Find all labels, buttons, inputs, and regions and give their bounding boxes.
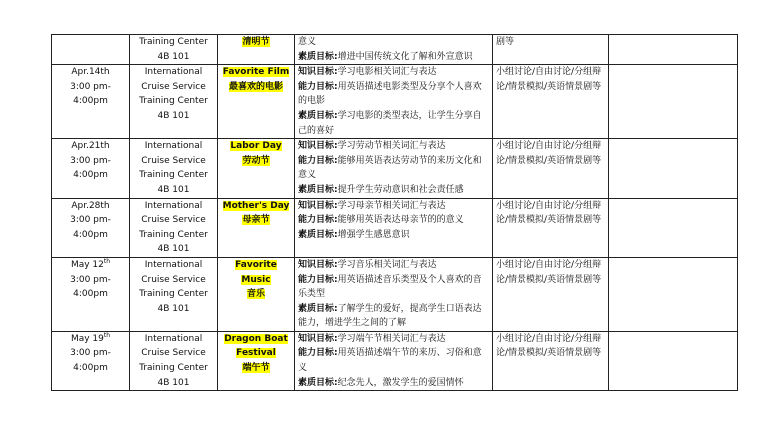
goals-cell — [295, 331, 493, 390]
location-line: 4B 101 — [157, 184, 190, 195]
goal-label: 知识目标: — [298, 67, 338, 78]
location-cell — [130, 257, 218, 331]
location-line: International — [144, 200, 203, 211]
goal-text: 纪念先人，激发学生的爱国情怀 — [337, 377, 464, 388]
goal-text: 学习劳动节相关词汇与表达 — [337, 141, 446, 152]
knowledge-goal — [298, 332, 489, 347]
empty-cell — [609, 331, 738, 390]
topic-zh: 端午节 — [242, 363, 270, 374]
location-line: International — [144, 67, 203, 78]
goal-text: 用英语描述端午节的来历、习俗和意义 — [298, 348, 482, 374]
goal-label: 能力目标: — [298, 348, 338, 359]
goal-label: 能力目标: — [298, 81, 338, 92]
topic-cell — [218, 35, 295, 65]
goal-text: 用英语描述音乐类型及个人喜欢的音乐类型 — [298, 274, 482, 300]
location-line: Training Center — [139, 170, 208, 181]
location-line: Cruise Service — [141, 348, 206, 359]
location-cell — [130, 198, 218, 257]
method-cell: 小组讨论/自由讨论/分组辩论/情景模拟/英语情景剧等 — [493, 139, 609, 198]
location-line: Training Center — [139, 96, 208, 107]
time-text: 3:00 pm-4:00pm — [70, 81, 111, 107]
date-suffix: th — [103, 257, 111, 265]
goal-text: 学习音乐相关词汇与表达 — [337, 259, 437, 270]
location-line: Training Center — [139, 37, 208, 47]
goal-text: 用英语描述电影类型及分享个人喜欢的电影 — [298, 81, 482, 107]
empty-cell — [609, 257, 738, 331]
topic-zh-line — [221, 287, 291, 302]
method-cell: 小组讨论/自由讨论/分组辩论/情景模拟/英语情景剧等 — [493, 331, 609, 390]
quality-goal — [298, 302, 489, 331]
time-text: 3:00 pm-4:00pm — [70, 215, 111, 240]
topic-zh: 清明节 — [242, 37, 270, 47]
topic-zh-line — [221, 361, 291, 376]
goal-text: 学习端午节相关词汇与表达 — [337, 333, 446, 344]
date-cell — [52, 35, 130, 65]
topic-en: Favorite Music — [235, 259, 277, 285]
quality-goal — [298, 50, 489, 65]
topic-en: Dragon Boat — [224, 333, 288, 344]
goal-text: 能够用英语表达母亲节的的意义 — [337, 215, 464, 226]
ability-goal — [298, 154, 489, 183]
method-cell: 小组讨论/自由讨论/分组辩论/情景模拟/英语情景剧等 — [493, 257, 609, 331]
time-text: 3:00 pm-4:00pm — [70, 348, 111, 374]
topic-zh-line — [221, 35, 291, 50]
date-text: Apr.14th — [71, 67, 110, 78]
table-row — [52, 65, 738, 139]
goal-text: 提升学生劳动意识和社会责任感 — [337, 184, 464, 195]
goal-text: 学习母亲节相关词汇与表达 — [337, 200, 446, 211]
empty-cell — [609, 35, 738, 65]
topic-zh: 最喜欢的电影 — [228, 81, 283, 92]
topic-en-line — [221, 139, 291, 154]
knowledge-goal — [298, 139, 489, 154]
topic-zh-line — [221, 154, 291, 169]
topic-en: Labor Day — [230, 141, 282, 152]
goals-cell — [295, 65, 493, 139]
date-text: Apr.21th — [71, 141, 110, 152]
topic-zh-line — [221, 213, 291, 228]
date-text: May 12th — [70, 257, 111, 270]
goals-cell — [295, 139, 493, 198]
goal-label: 能力目标: — [298, 274, 338, 285]
topic-en: Mother's Day — [222, 200, 290, 211]
location-line: 4B 101 — [157, 377, 190, 388]
goal-label: 素质目标: — [298, 51, 338, 62]
ability-goal — [298, 213, 489, 228]
topic-zh: 母亲节 — [242, 215, 270, 226]
empty-cell — [609, 65, 738, 139]
table-row — [52, 257, 738, 331]
topic-en-line — [221, 199, 291, 214]
goal-label: 素质目标: — [298, 303, 338, 314]
date-cell — [52, 257, 130, 331]
time-text: 3:00 pm-4:00pm — [70, 274, 111, 300]
location-cell — [130, 139, 218, 198]
goal-label: 素质目标: — [298, 110, 338, 121]
goal-label: 能力目标: — [298, 155, 338, 166]
location-cell — [130, 65, 218, 139]
topic-en: Favorite Film — [222, 67, 290, 78]
date-cell — [52, 139, 130, 198]
topic-en-line — [221, 258, 291, 287]
date-cell — [52, 331, 130, 390]
date-suffix: th — [103, 331, 111, 339]
goal-label: 素质目标: — [298, 229, 338, 240]
goal-text: 学习电影相关词汇与表达 — [337, 67, 437, 78]
date-cell — [52, 65, 130, 139]
quality-goal — [298, 109, 489, 138]
goal-text: 学习电影的类型表达，让学生分享自己的喜好 — [298, 110, 482, 136]
location-cell — [130, 35, 218, 65]
topic-zh: 劳动节 — [242, 155, 270, 166]
goal-text: 增进中国传统文化了解和外宣意识 — [337, 51, 473, 62]
location-line: International — [144, 259, 203, 270]
knowledge-goal — [298, 199, 489, 214]
goal-label: 知识目标: — [298, 141, 338, 152]
goal-text: 了解学生的爱好，提高学生口语表达能力，增进学生之间的了解 — [298, 303, 482, 329]
location-line: 4B 101 — [157, 110, 190, 121]
table-row — [52, 35, 738, 65]
table-row — [52, 198, 738, 257]
goal-continuation: 意义 — [298, 37, 317, 47]
location-line: Cruise Service — [141, 81, 206, 92]
topic-zh: 音乐 — [246, 289, 265, 300]
ability-goal — [298, 346, 489, 375]
location-line: Cruise Service — [141, 215, 206, 226]
topic-cell — [218, 257, 295, 331]
method-cell: 剧等 — [493, 35, 609, 65]
method-cell: 小组讨论/自由讨论/分组辩论/情景模拟/英语情景剧等 — [493, 198, 609, 257]
location-line: International — [144, 141, 203, 152]
location-line: Training Center — [139, 363, 208, 374]
goals-cell — [295, 35, 493, 65]
topic-en-line — [221, 65, 291, 80]
quality-goal — [298, 376, 489, 391]
quality-goal — [298, 228, 489, 243]
location-line: 4B 101 — [157, 51, 190, 62]
location-line: International — [144, 333, 203, 344]
method-cell: 小组讨论/自由讨论/分组辩论/情景模拟/英语情景剧等 — [493, 65, 609, 139]
topic-cell — [218, 65, 295, 139]
schedule-table — [51, 34, 738, 391]
goal-text: 能够用英语表达劳动节的来历文化和意义 — [298, 155, 482, 181]
topic-en-line — [221, 332, 291, 347]
date-cell — [52, 198, 130, 257]
topic-en-line — [221, 346, 291, 361]
goal-label: 知识目标: — [298, 333, 338, 344]
time-text: 3:00 pm-4:00pm — [70, 155, 111, 181]
goal-label: 知识目标: — [298, 259, 338, 270]
goal-text: 增强学生感恩意识 — [337, 229, 410, 240]
goal-label: 知识目标: — [298, 200, 338, 211]
date-text: Apr.28th — [71, 200, 110, 211]
location-line: Cruise Service — [141, 274, 206, 285]
topic-cell — [218, 139, 295, 198]
location-line: Training Center — [139, 289, 208, 300]
topic-cell — [218, 331, 295, 390]
date-text: May 19th — [70, 331, 111, 344]
location-line: Training Center — [139, 229, 208, 240]
location-cell — [130, 331, 218, 390]
location-line: 4B 101 — [157, 303, 190, 314]
goals-cell — [295, 198, 493, 257]
ability-goal — [298, 273, 489, 302]
goal-label: 能力目标: — [298, 215, 338, 226]
location-line: 4B 101 — [157, 244, 190, 255]
goal-label: 素质目标: — [298, 377, 338, 388]
topic-en: Festival — [236, 348, 276, 359]
empty-cell — [609, 198, 738, 257]
goals-cell — [295, 257, 493, 331]
topic-cell — [218, 198, 295, 257]
knowledge-goal — [298, 258, 489, 273]
knowledge-goal — [298, 65, 489, 80]
quality-goal — [298, 183, 489, 198]
location-line: Cruise Service — [141, 155, 206, 166]
table-row — [52, 331, 738, 390]
topic-zh-line — [221, 80, 291, 95]
goal-label: 素质目标: — [298, 184, 338, 195]
table-row — [52, 139, 738, 198]
ability-goal — [298, 80, 489, 109]
empty-cell — [609, 139, 738, 198]
